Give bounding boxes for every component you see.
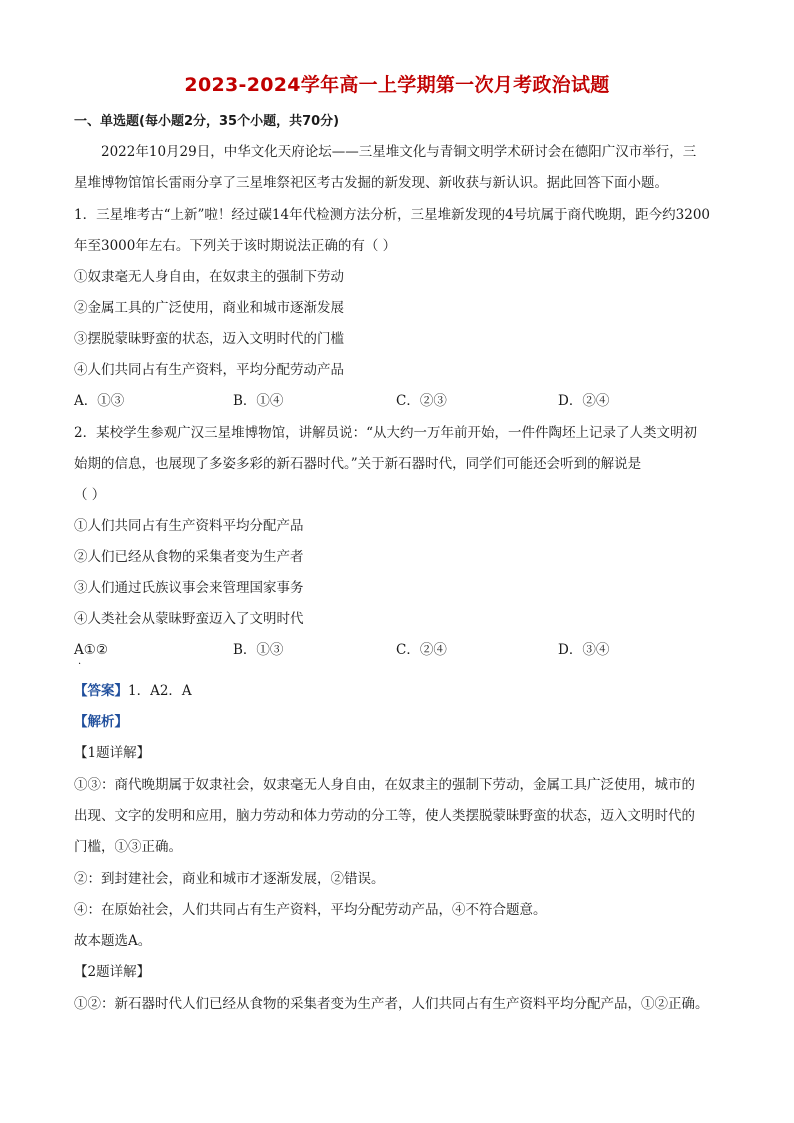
q1-statement: ②金属工具的广泛使用，商业和城市逐渐发展: [74, 300, 344, 316]
section-heading: 一、单选题(每小题2分，35个小题，共70分): [74, 114, 340, 129]
q1-option-c: C．②③: [396, 393, 447, 409]
stray-mark: ·: [78, 659, 82, 670]
stem-line: 星堆博物馆馆长雷雨分享了三星堆祭祀区考古发掘的新发现、新收获与新认识。据此回答下面小题。: [74, 175, 668, 191]
detail-2-line: ①②：新石器时代人们已经从食物的采集者变为生产者，人们共同占有生产资料平均分配产品，①②正确。: [74, 996, 709, 1012]
question-1-line: 1．三星堆考古“上新”啦！经过碳14年代检测方法分析，三星堆新发现的4号坑属于商代晚期，距今约3200: [74, 207, 711, 223]
q1-option-a: A．①③: [74, 393, 125, 409]
detail-1-line: 出现、文字的发明和应用，脑力劳动和体力劳动的分工等，使人类摆脱蒙昧野蛮的状态，迈入文明时代的: [74, 808, 695, 824]
detail-2-heading: 【2题详解】: [74, 964, 151, 980]
q1-statement: ④人们共同占有生产资料，平均分配劳动产品: [74, 362, 344, 378]
q2-statement: ②人们已经从食物的采集者变为生产者: [74, 549, 304, 565]
stem-line: 2022年10月29日，中华文化天府论坛——三星堆文化与青铜文明学术研讨会在德阳广汉市举行，三: [101, 144, 697, 160]
page-title: 2023-2024学年高一上学期第一次月考政治试题: [184, 74, 610, 96]
detail-1-line: 门槛，①③正确。: [74, 839, 182, 855]
question-2-line: 2．某校学生参观广汉三星堆博物馆，讲解员说：“从大约一万年前开始，一件件陶坯上记录了人类文明初: [74, 425, 697, 441]
detail-1-heading: 【1题详解】: [74, 745, 151, 761]
detail-1-conclusion: 故本题选A。: [74, 933, 152, 949]
q1-statement: ③摆脱蒙昧野蛮的状态，迈入文明时代的门槛: [74, 331, 344, 347]
q1-option-d: D．②④: [558, 393, 610, 409]
question-2-line: （ ）: [74, 487, 106, 503]
answer-tag: 【答案】: [74, 683, 128, 699]
q2-statement: ③人们通过氏族议事会来管理国家事务: [74, 580, 304, 596]
question-2-line: 始期的信息，也展现了多姿多彩的新石器时代。”关于新石器时代，同学们可能还会听到的解说是: [74, 456, 642, 472]
q2-option-d: D．③④: [558, 642, 610, 658]
detail-1-line: ②：到封建社会，商业和城市才逐渐发展，②错误。: [74, 871, 385, 887]
answer-line: [74, 682, 192, 700]
answer-text: 1．A2．A: [128, 683, 192, 699]
q2-option-a: A①②: [74, 642, 108, 658]
q2-statement: ①人们共同占有生产资料平均分配产品: [74, 518, 304, 534]
analysis-tag: 【解析】: [74, 714, 128, 730]
q1-statement: ①奴隶毫无人身自由，在奴隶主的强制下劳动: [74, 269, 344, 285]
q2-statement: ④人类社会从蒙昧野蛮迈入了文明时代: [74, 611, 304, 627]
detail-1-line: ④：在原始社会，人们共同占有生产资料，平均分配劳动产品，④不符合题意。: [74, 902, 547, 918]
q1-option-b: B．①④: [233, 393, 284, 409]
question-1-line: 年至3000年左右。下列关于该时期说法正确的有（ ）: [74, 238, 397, 254]
detail-1-line: ①③：商代晚期属于奴隶社会，奴隶毫无人身自由，在奴隶主的强制下劳动，金属工具广泛使用，城市的: [74, 777, 695, 793]
q2-option-b: B．①③: [233, 642, 284, 658]
q2-option-c: C．②④: [396, 642, 447, 658]
analysis-heading: [74, 713, 128, 731]
